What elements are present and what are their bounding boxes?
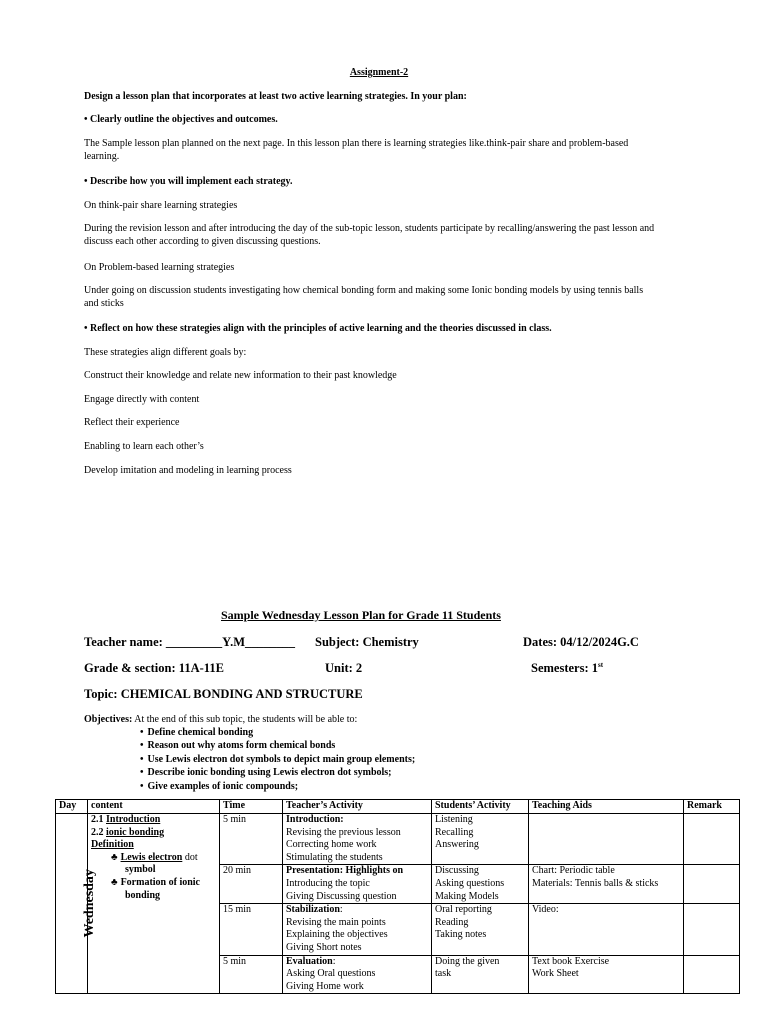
- objective-item: • Give examples of ionic compounds;: [140, 780, 415, 793]
- topic: Topic: CHEMICAL BONDING AND STRUCTURE: [84, 687, 363, 701]
- time-cell: 5 min: [220, 814, 283, 865]
- goal-item: Enabling to learn each other’s: [84, 441, 204, 452]
- objective-item: • Describe ionic bonding using Lewis electron dot symbols;: [140, 766, 415, 779]
- students-activity-cell: Doing the given task: [432, 955, 529, 994]
- objective-item: • Define chemical bonding: [140, 726, 415, 739]
- day-label: Wednesday: [81, 868, 97, 938]
- plan-title: Sample Wednesday Lesson Plan for Grade 11 Students: [221, 608, 501, 622]
- club-bullet-icon: ♣: [111, 851, 118, 863]
- header-remark: Remark: [684, 800, 740, 814]
- time-cell: 15 min: [220, 904, 283, 955]
- time-cell: 5 min: [220, 955, 283, 994]
- students-activity-cell: Discussing Asking questions Making Models: [432, 865, 529, 904]
- teacher-activity-cell: Presentation: Highlights on Introducing the topic Giving Discussing question: [283, 865, 432, 904]
- assignment-title: Assignment-2: [349, 67, 409, 78]
- content-cell: [88, 814, 220, 994]
- remark-cell: [684, 955, 740, 994]
- teaching-aids-cell: Video:: [529, 904, 684, 955]
- content-line: bonding: [125, 889, 161, 901]
- header-day: Day: [56, 800, 88, 814]
- header-teacher-activity: Teacher’s Activity: [283, 800, 432, 814]
- content-line: ♣ Formation of ionic: [111, 876, 200, 888]
- goal-item: Construct their knowledge and relate new information to their past knowledge: [84, 370, 397, 381]
- teacher-name: Teacher name: _________Y.M________: [84, 635, 295, 649]
- objectives-list: [140, 726, 415, 793]
- remark-cell: [684, 865, 740, 904]
- objective-item: • Use Lewis electron dot symbols to depict main group elements;: [140, 753, 415, 766]
- teaching-aids-cell: Chart: Periodic table Materials: Tennis balls & sticks: [529, 865, 684, 904]
- teaching-aids-cell: Text book Exercise Work Sheet: [529, 955, 684, 994]
- header-time: Time: [220, 800, 283, 814]
- content-line: Definition: [91, 839, 134, 851]
- header-students-activity: Students’ Activity: [432, 800, 529, 814]
- remark-cell: [684, 814, 740, 865]
- strategy-2-title: On Problem-based learning strategies: [84, 262, 235, 273]
- teacher-activity-cell: Introduction: Revising the previous lesson Correcting home work Stimulating the students: [283, 814, 432, 865]
- remark-cell: [684, 904, 740, 955]
- goal-item: Reflect their experience: [84, 417, 180, 428]
- goal-item: Engage directly with content: [84, 394, 200, 405]
- goal-item: Develop imitation and modeling in learning process: [84, 465, 292, 476]
- assignment-prompt: Design a lesson plan that incorporates at least two active learning strategies. In your plan:: [84, 91, 467, 102]
- objective-item: • Reason out why atoms form chemical bonds: [140, 739, 415, 752]
- content-line: ♣ Lewis electron dot: [111, 851, 198, 863]
- content-line: 2.2 ionic bonding: [91, 826, 165, 838]
- objectives-intro: Objectives: At the end of this sub topic, the students will be able to:: [84, 714, 358, 725]
- question-3: • Reflect on how these strategies align with the principles of active learning and the theories discussed in class.: [84, 323, 552, 334]
- teacher-activity-cell: Evaluation: Asking Oral questions Giving Home work: [283, 955, 432, 994]
- grade-section: Grade & section: 11A-11E: [84, 661, 224, 675]
- students-activity-cell: Listening Recalling Answering: [432, 814, 529, 865]
- table-row: [56, 814, 740, 865]
- lesson-plan-table: [55, 799, 740, 994]
- table-header-row: [56, 800, 740, 814]
- question-2: • Describe how you will implement each strategy.: [84, 176, 293, 187]
- header-content: content: [88, 800, 220, 814]
- unit: Unit: 2: [325, 661, 363, 675]
- dates: Dates: 04/12/2024G.C: [523, 635, 639, 649]
- students-activity-cell: Oral reporting Reading Taking notes: [432, 904, 529, 955]
- teaching-aids-cell: [529, 814, 684, 865]
- answer-1: The Sample lesson plan planned on the next page. In this lesson plan there is learning strategies like.think-pair share and problem-based learning.: [84, 138, 629, 162]
- day-cell: [56, 814, 97, 994]
- strategy-1-body: During the revision lesson and after introducing the day of the sub-topic lesson, students participate by recalling/answering the past lesson and discuss each other according to given discussing questions.: [84, 223, 655, 247]
- content-line: symbol: [125, 864, 156, 876]
- club-bullet-icon: ♣: [111, 876, 118, 888]
- strategy-2-body: Under going on discussion students investigating how chemical bonding form and making some Ionic bonding models by using tennis balls and sticks: [84, 285, 644, 309]
- time-cell: 20 min: [220, 865, 283, 904]
- strategy-1-title: On think-pair share learning strategies: [84, 200, 238, 211]
- subject: Subject: Chemistry: [315, 635, 419, 649]
- align-intro: These strategies align different goals by:: [84, 347, 247, 358]
- header-teaching-aids: Teaching Aids: [529, 800, 684, 814]
- semester: Semesters: 1st: [531, 661, 604, 676]
- question-1: • Clearly outline the objectives and outcomes.: [84, 114, 278, 125]
- content-line: 2.1 Introduction: [91, 814, 161, 825]
- teacher-activity-cell: Stabilization: Revising the main points Explaining the objectives Giving Short notes: [283, 904, 432, 955]
